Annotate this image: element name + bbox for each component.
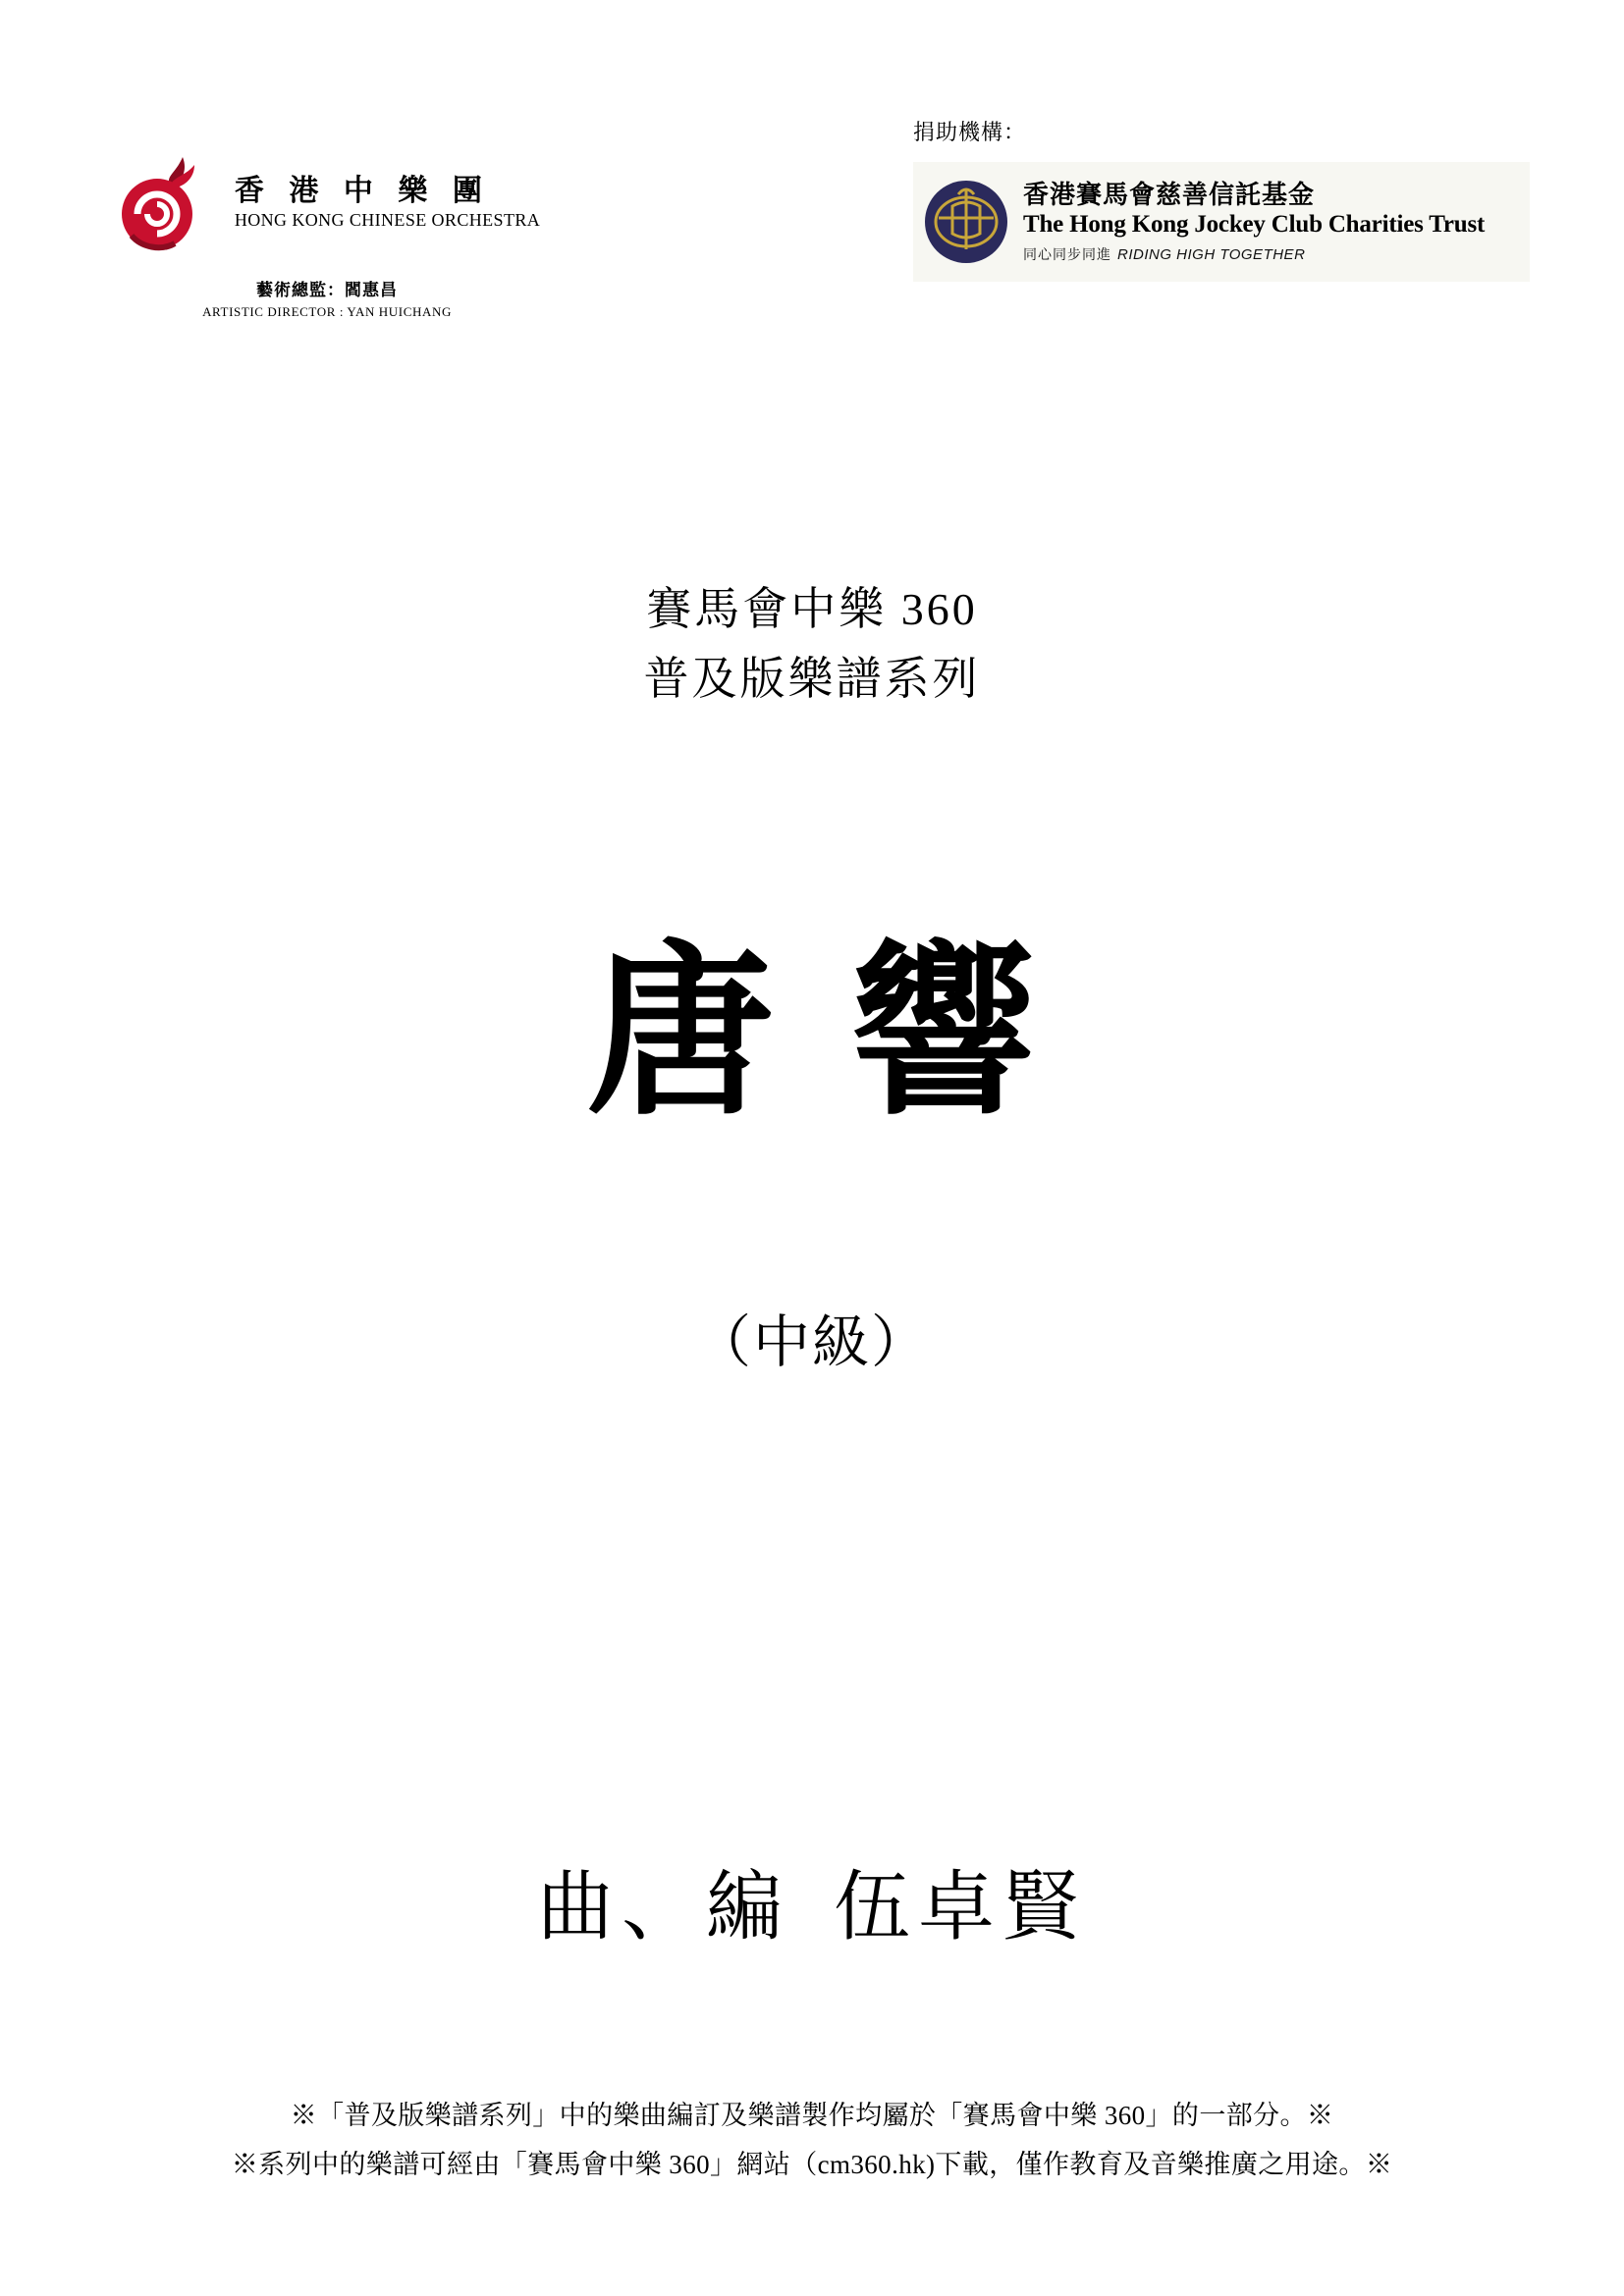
footnote-line-1: ※「普及版樂譜系列」中的樂曲編訂及樂譜製作均屬於「賽馬會中樂 360」的一部分。※ xyxy=(290,2101,1334,2131)
jockey-club-name-en: The Hong Kong Jockey Club Charities Trust xyxy=(1023,211,1486,239)
difficulty-level: （中級） xyxy=(693,1310,930,1374)
jockey-club-tagline-cn: 同心同步同進 xyxy=(1023,248,1111,264)
hkco-name-block xyxy=(235,175,540,232)
hkco-logo-block xyxy=(96,108,558,363)
jockey-club-text xyxy=(1023,180,1485,264)
footnote-line-2: ※系列中的樂譜可經由「賽馬會中樂 360」網站（cm360.hk)下載，僅作教育及音樂推廣之用途。※ xyxy=(231,2150,1393,2180)
series-title xyxy=(0,574,1624,715)
sponsor-label: 捐助機構： xyxy=(913,120,1027,144)
artistic-director-en: ARTISTIC DIRECTOR : YAN HUICHANG xyxy=(202,304,452,319)
composer-credit xyxy=(0,1845,1624,1955)
jockey-club-emblem-icon xyxy=(923,179,1009,265)
jockey-club-name-cn: 香港賽馬會慈善信託基金 xyxy=(1023,180,1316,209)
composer-name: 伍卓賢 xyxy=(834,1864,1088,1949)
artistic-director-cn: 藝術總監：閻惠昌 xyxy=(256,281,398,299)
sponsor-block xyxy=(913,116,1542,282)
hkco-spiral-logo-icon xyxy=(114,151,217,254)
hkco-name-cn: 香 港 中 樂 團 xyxy=(234,174,491,207)
hkco-name-en: HONG KONG CHINESE ORCHESTRA xyxy=(234,210,541,231)
jockey-club-logo-block xyxy=(913,162,1530,282)
series-title-line1: 賽馬會中樂 360 xyxy=(646,584,978,634)
composer-credit-label: 曲、編 xyxy=(536,1864,790,1949)
footnotes xyxy=(0,2092,1624,2190)
series-title-line2: 普及版樂譜系列 xyxy=(643,654,981,705)
jockey-club-tagline-en: RIDING HIGH TOGETHER xyxy=(1117,246,1306,264)
hkco-logo-row xyxy=(114,151,540,254)
jockey-club-tagline xyxy=(1023,244,1485,264)
work-title: 唐響 xyxy=(586,932,1113,1138)
document-header xyxy=(0,0,1624,393)
